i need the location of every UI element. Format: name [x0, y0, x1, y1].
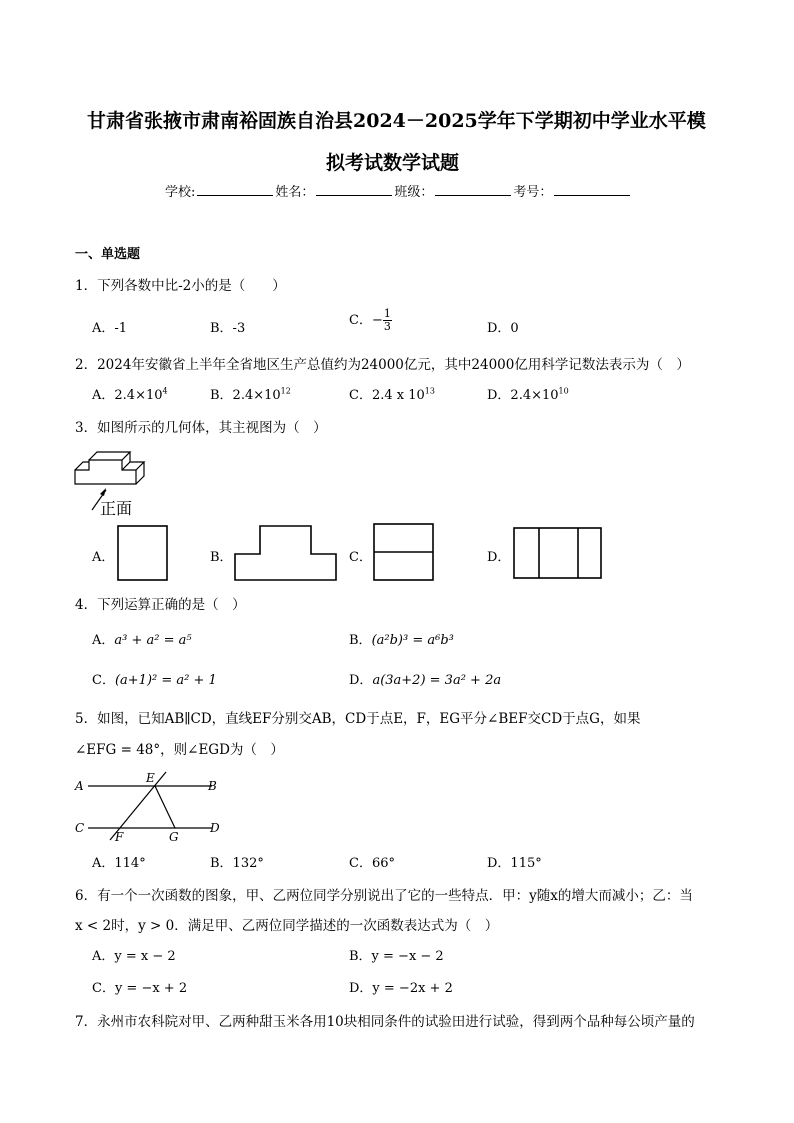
q4-c-expr: (a+1)² = a² + 1 [114, 673, 217, 688]
q3-option-a-label[interactable]: A． [92, 550, 115, 565]
front-label: 正面 [100, 499, 133, 518]
q3-option-a-figure[interactable] [116, 524, 170, 582]
q1-option-c[interactable] [349, 308, 392, 333]
q5-stem-line1: 5．如图，已知AB∥CD，直线EF分别交AB，CD于点E，F，EG平分∠BEF交CD于点G，如果 [75, 711, 641, 727]
point-g-label: G [169, 830, 179, 844]
q6-option-d[interactable]: D．y = −2x + 2 [349, 981, 453, 996]
point-d-label: D [210, 821, 220, 835]
q1-option-c-prefix: C．− [349, 313, 383, 328]
q2-c-base: C．2.4 x 10 [349, 388, 425, 403]
q3-option-c-label[interactable]: C． [349, 550, 372, 565]
q4-b-expr: (a²b)³ = a⁶b³ [371, 633, 454, 648]
q1-option-a[interactable]: A．-1 [92, 321, 128, 336]
point-b-label: B [208, 779, 217, 793]
q6-option-a[interactable]: A．y = x − 2 [92, 949, 176, 964]
q4-option-b[interactable] [349, 629, 454, 648]
q5-option-a[interactable]: A．114° [92, 856, 146, 871]
q3-option-c-figure[interactable] [372, 522, 436, 582]
school-label: 学校: [165, 185, 196, 200]
q3-option-b-figure[interactable] [233, 524, 339, 582]
q3-solid-figure [70, 442, 170, 520]
q2-option-b[interactable] [210, 384, 291, 403]
q2-a-exp: 4 [162, 386, 168, 396]
q6-option-c[interactable]: C．y = −x + 2 [92, 981, 188, 996]
q4-a-label: A． [92, 633, 115, 648]
q2-b-exp: 12 [280, 386, 291, 396]
section-title: 一、单选题 [75, 247, 141, 262]
q2-option-a[interactable] [92, 384, 168, 403]
q1-fraction [383, 308, 392, 333]
q2-a-base: A．2.4×10 [92, 388, 163, 403]
q4-stem: 4．下列运算正确的是（ ） [75, 597, 246, 613]
school-blank[interactable] [197, 183, 273, 196]
fraction-denominator: 3 [383, 320, 391, 333]
q3-option-d-label[interactable]: D． [487, 550, 511, 565]
point-e-label: E [146, 771, 155, 785]
q6-stem-line2: x < 2时，y > 0．满足甲、乙两位同学描述的一次函数表达式为（ ） [75, 918, 499, 934]
q5-stem-line2: ∠EFG = 48°，则∠EGD为（ ） [75, 742, 284, 758]
q2-d-exp: 10 [558, 386, 569, 396]
q2-b-base: B．2.4×10 [210, 388, 281, 403]
student-info-row [165, 181, 632, 200]
point-c-label: C [75, 821, 85, 835]
q4-option-a[interactable] [92, 629, 192, 648]
q5-parallel-lines-figure [70, 768, 230, 846]
q2-c-exp: 13 [424, 386, 435, 396]
q2-d-base: D．2.4×10 [487, 388, 559, 403]
q7-stem-line1: 7．永州市农科院对甲、乙两种甜玉米各用10块相同条件的试验田进行试验，得到两个品种每公顷产量的 [75, 1014, 695, 1030]
q1-option-b[interactable]: B．-3 [210, 321, 246, 336]
q5-option-d[interactable]: D．115° [487, 856, 542, 871]
point-f-label: F [115, 830, 124, 844]
q4-d-label: D． [349, 673, 373, 688]
q3-option-b-label[interactable]: B． [210, 550, 233, 565]
q1-option-d[interactable]: D．0 [487, 321, 519, 336]
q4-option-c[interactable] [92, 669, 217, 688]
point-a-label: A [75, 779, 84, 793]
q3-option-d-figure[interactable] [512, 526, 604, 580]
class-label: 班级： [394, 185, 434, 200]
class-blank[interactable] [435, 183, 511, 196]
exam-title-line1: 甘肃省张掖市肃南裕固族自治县2024－2025学年下学期初中学业水平模 [87, 110, 706, 132]
number-label: 考号： [513, 185, 553, 200]
q2-stem: 2．2024年安徽省上半年全省地区生产总值约为24000亿元，其中24000亿用科学记数法表示为（ ） [75, 357, 690, 373]
q5-option-c[interactable]: C．66° [349, 856, 395, 871]
q5-option-b[interactable]: B．132° [210, 856, 264, 871]
q6-stem-line1: 6．有一个一次函数的图象，甲、乙两位同学分别说出了它的一些特点．甲：y随x的增大而减小；乙：当 [75, 888, 693, 904]
name-label: 姓名： [275, 185, 315, 200]
name-blank[interactable] [316, 183, 392, 196]
q4-d-expr: a(3a+2) = 3a² + 2a [372, 673, 502, 688]
fraction-numerator: 1 [383, 307, 391, 320]
q2-option-d[interactable] [487, 384, 569, 403]
q2-option-c[interactable] [349, 384, 435, 403]
q6-option-b[interactable]: B．y = −x − 2 [349, 949, 444, 964]
q1-stem: 1．下列各数中比-2小的是（ ） [75, 278, 286, 294]
q4-a-expr: a³ + a² = a⁵ [114, 633, 192, 648]
number-blank[interactable] [554, 183, 630, 196]
exam-title-line2: 拟考试数学试题 [326, 152, 460, 174]
q4-c-label: C． [92, 673, 115, 688]
q4-option-d[interactable] [349, 669, 501, 688]
q3-stem: 3．如图所示的几何体，其主视图为（ ） [75, 420, 327, 436]
q4-b-label: B． [349, 633, 372, 648]
